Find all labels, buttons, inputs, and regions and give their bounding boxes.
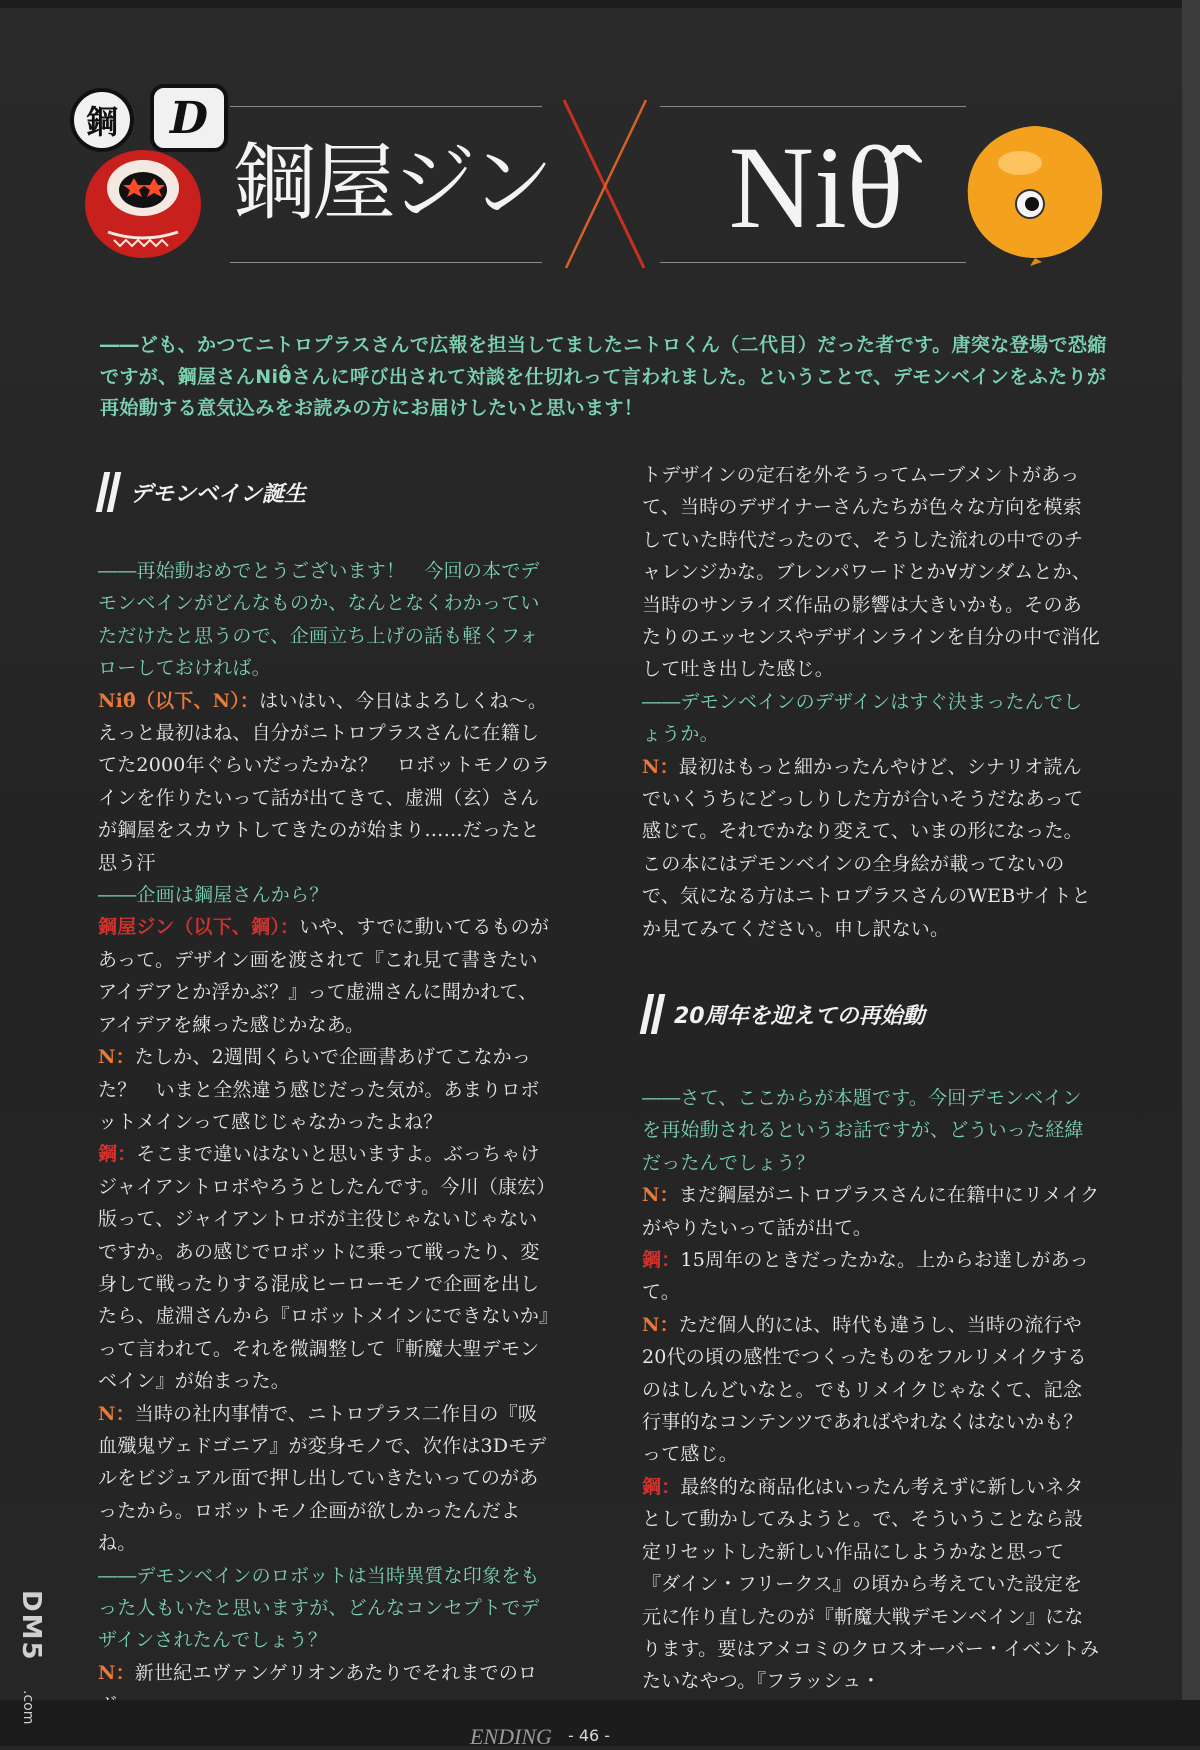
answer-text: ただ個人的には、時代も違うし、当時の流行や20代の頃の感性でつくったものをフルリメイクするのはしんどいなと。でもリメイクじゃなくて、記念行事的なコンテンツであればやれなくはないかも？ って感じ。 xyxy=(642,1313,1102,1466)
answer-text: 15周年のときだったかな。上からお達しがあって。 xyxy=(642,1249,1089,1304)
answer-text: 当時の社内事情で、ニトロプラス二作目の『吸血殲鬼ヴェドゴニア』が変身モノで、次作は3Dモデルをビジュアル面で押し出していきたいってのがあったから。ロボットモノ企画が欲しかったんだよね。 xyxy=(98,1402,547,1555)
answer xyxy=(642,1244,1100,1309)
answer-text: そこまで違いはないと思いますよ。ぶっちゃけジャイアントロボやろうとしたんです。今川（康宏）版って、ジャイアントロボが主役じゃないじゃないですか。あの感じでロボットに乗って戦ったり、変身して戦ったりする混成ヒーローモノで企画を出したら、虚淵さんから『ロボットメインにできないか』って言われて。それを微調整して『斬魔大聖デモンベイン』が始まった。 xyxy=(98,1143,556,1393)
answer-text: まだ鋼屋がニトロプラスさんに在籍中にリメイクがやりたいって話が出て。 xyxy=(642,1184,1100,1239)
answer xyxy=(642,1471,1100,1698)
speaker-label: N： xyxy=(98,1046,135,1069)
author-name-nio: Niθ̂ xyxy=(728,122,904,253)
page-edge xyxy=(1182,0,1200,1746)
answer-text: たしか、2週間くらいで企画書あげてこなかった？ いまと全然違う感じだった気が。あまりロボットメインって感じじゃなかったよね？ xyxy=(98,1046,540,1133)
section-heading-demonbane-birth xyxy=(98,472,306,512)
cross-mark-icon xyxy=(558,96,650,272)
author-name-kouya: 鋼屋ジン xyxy=(232,134,550,232)
intro-text: ――ども、かつてニトロプラスさんで広報を担当してましたニトロくん（二代目）だった者です。唐突な登場で恐縮ですが、鋼屋さんNiθ̂さんに呼び出されて対談を仕切れって言われました。ということで、デモンベインをふたりが再始動する意気込みをお読みの方にお届けしたいと思います！ xyxy=(100,334,1107,419)
question: ――再始動おめでとうございます！ 今回の本でデモンベインがどんなものか、なんとなくわかっていただけたと思うので、企画立ち上げの話も軽くフォローしておければ。 xyxy=(98,560,540,680)
speaker-label: N： xyxy=(642,1313,679,1336)
header-rule-bottom-right xyxy=(660,262,966,263)
question: ――デモンベインのデザインはすぐ決まったんでしょうか。 xyxy=(642,690,1083,746)
speaker-label: 鋼： xyxy=(98,1143,137,1166)
right-column-section2 xyxy=(642,1082,1100,1698)
speaker-label: 鋼： xyxy=(642,1249,681,1272)
speaker-label: N： xyxy=(98,1661,135,1684)
answer xyxy=(98,911,556,1041)
speaker-label: Niθ̂（以下、N）： xyxy=(98,689,260,712)
footer-label: ENDING xyxy=(470,1724,552,1749)
section-heading-20th-anniversary xyxy=(642,994,925,1034)
section-heading-label: デモンベイン誕生 xyxy=(130,481,307,507)
speaker-label: 鋼： xyxy=(642,1475,681,1498)
continued-text: トデザインの定石を外そうってムーブメントがあって、当時のデザイナーさんたちが色々な方向を模索していた時代だったので、そうした流れの中でのチャレンジかな。ブレンパワードとか∀ガンダムとか、当時のサンライズ作品の影響は大きいかも。そのあたりのエッセンスやデザインラインを自分の中で消化して吐き出した感じ。 xyxy=(642,464,1100,681)
speaker-label: N： xyxy=(642,1184,679,1207)
watermark-suffix: .com xyxy=(20,1690,36,1725)
speaker-label: N： xyxy=(98,1402,135,1425)
left-column xyxy=(98,555,556,1722)
section-heading-label: 20周年を迎えての再始動 xyxy=(674,1003,925,1029)
kouya-logo-badge: 鋼 xyxy=(70,88,134,152)
answer xyxy=(642,1179,1100,1244)
answer-text: 最終的な商品化はいったん考えずに新しいネタとして動かしてみようと。で、そういうことなら設定リセットした新しい作品にしようかなと思って『ダイン・フリークス』の頃から考えていた設定を元に作り直したのが『斬魔大戦デモンベイン』になります。要はアメコミのクロスオーバー・イベントみたいなやつ。『フラッシュ・ xyxy=(642,1475,1100,1693)
answer-text: はいはい、今日はよろしくね～。えっと最初はね、自分がニトロプラスさんに在籍してた2000年ぐらいだったかな？ ロボットモノのラインを作りたいって話が出てきて、虚淵（玄）さんが鋼屋をスカウトしてきたのが始まり……だったと思う汗 xyxy=(98,689,551,874)
header-rule-bottom-left xyxy=(230,262,542,263)
answer-text: 新世紀エヴァンゲリオンあたりでそれまでのロ xyxy=(134,1661,538,1684)
heading-bars-icon xyxy=(642,994,666,1034)
page-number: - 46 - xyxy=(568,1726,611,1745)
right-column xyxy=(642,459,1100,945)
watermark xyxy=(14,1590,54,1740)
answer xyxy=(98,1398,556,1560)
speaker-label: N： xyxy=(642,755,679,778)
header-rule-top-right xyxy=(660,106,966,107)
question: ――企画は鋼屋さんから？ xyxy=(98,884,329,907)
question: ――デモンベインのロボットは当時異質な印象をもった人もいたと思いますが、どんなコンセプトでデザインされたんでしょう？ xyxy=(98,1564,540,1652)
daruma-mascot-icon xyxy=(78,140,208,260)
answer xyxy=(642,751,1100,945)
answer-text: 最初はもっと細かったんやけど、シナリオ読んでいくうちにどっしりした方が合いそうだなあって感じて。それでかなり変えて、いまの形になった。この本にはデモンベインの全身絵が載ってないので、気になる方はニトロプラスさんのWEBサイトとか見てみてください。申し訳ない。 xyxy=(642,755,1091,940)
watermark-text: DM5 xyxy=(16,1590,46,1662)
d-logo-badge: D xyxy=(150,84,228,152)
heading-bars-icon xyxy=(98,472,122,512)
speaker-label: 鋼屋ジン（以下、鋼）： xyxy=(98,916,300,939)
answer xyxy=(642,1309,1100,1471)
answer xyxy=(98,1041,556,1138)
top-edge xyxy=(0,0,1200,8)
answer-text: いや、すでに動いてるものがあって。デザイン画を渡されて『これ見て書きたいアイデアとか浮かぶ？』って虚淵さんに聞かれて、アイデアを練った感じかなあ。 xyxy=(98,916,550,1036)
question: ――さて、ここからが本題です。今回デモンベインを再始動されるというお話ですが、どういった経緯だったんでしょう？ xyxy=(642,1087,1084,1174)
answer xyxy=(98,685,556,879)
answer xyxy=(98,1138,556,1397)
header-rule-top-left xyxy=(230,106,542,107)
lemon-mascot-icon xyxy=(960,118,1110,268)
